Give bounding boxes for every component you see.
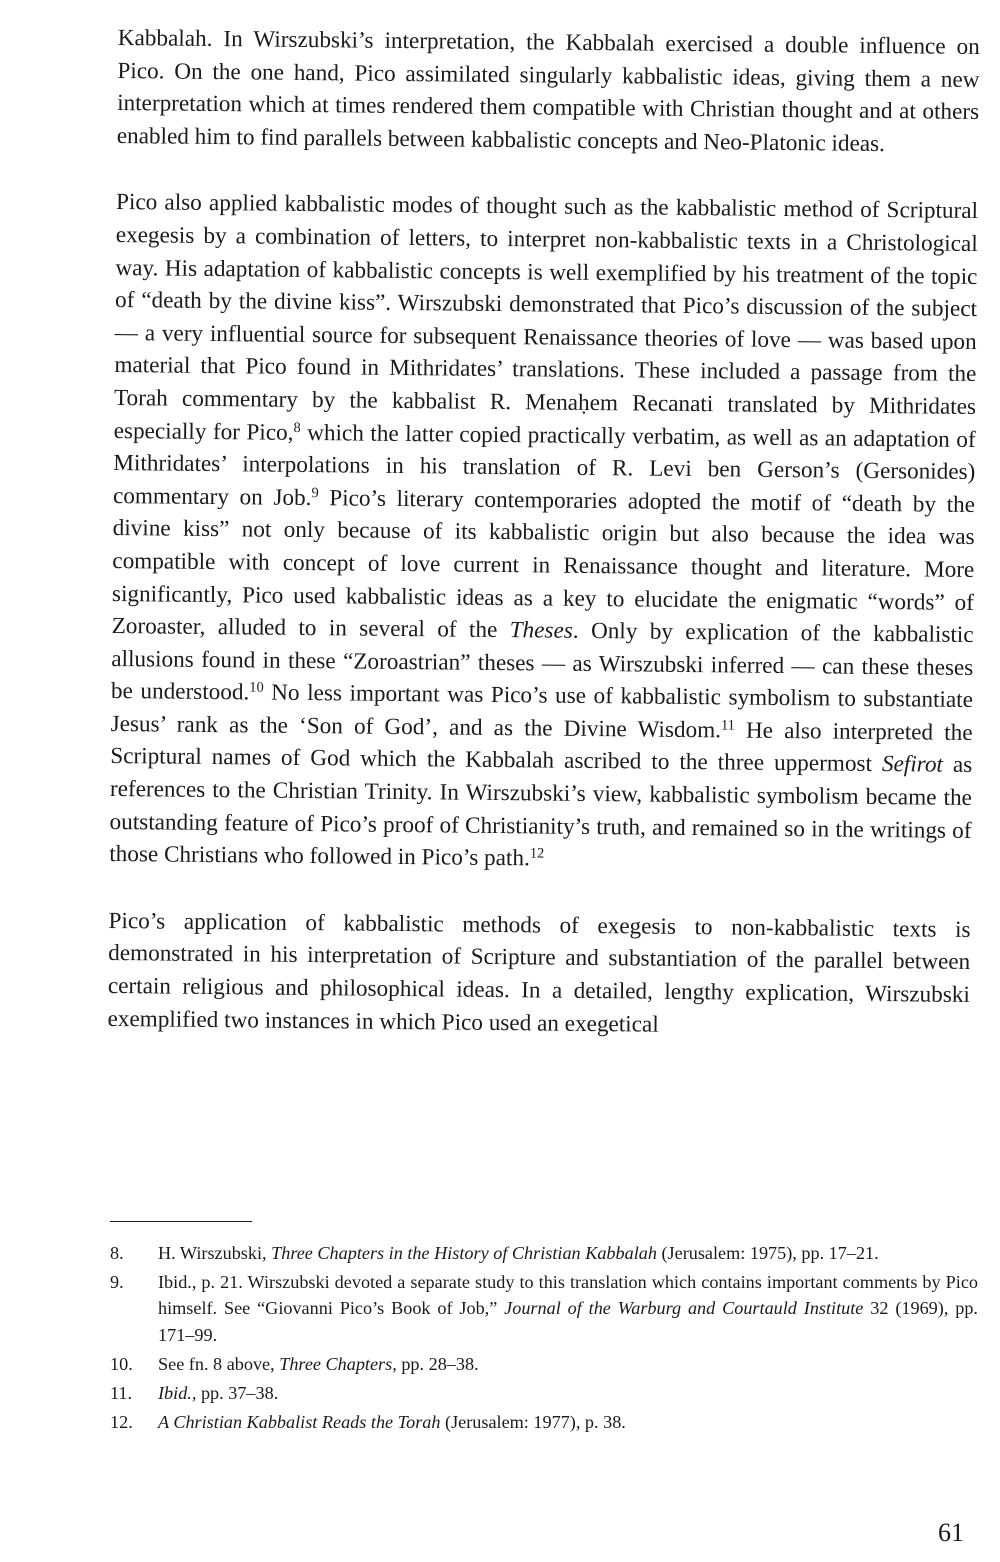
footnote-4 xyxy=(110,1380,978,1406)
footnote-number: 10. xyxy=(110,1353,133,1374)
text-run: H. Wirszubski, xyxy=(158,1243,272,1263)
text-run: (Jerusalem: 1977), p. 38. xyxy=(440,1412,626,1433)
footnote-5 xyxy=(110,1409,978,1435)
paragraph-1 xyxy=(117,22,980,161)
italic-text: Three Chapters, xyxy=(279,1353,397,1374)
text-run: Pico also applied kabbalistic modes of thought such as the kabbalistic method of Scriptural exegesis by a combination of letters, to interpret non-kabbalistic texts in a Christological way. His adaptation of kabbalistic concepts is well exemplified by his treatment of the topic of “death by the divine kiss”. Wirszubski demonstrated that Pico’s discussion of the subject — a very influential source for subsequent Renaissance theories of love — was based upon material that Pico found in Mithridates’ translations. These included a passage from the Torah commentary by the kabbalist R. Menaḥem Recanati translated by Mithridates especially for Pico, xyxy=(113,189,979,446)
footnote-number: 9. xyxy=(110,1272,124,1293)
footnote-number: 11. xyxy=(110,1383,133,1404)
footnotes xyxy=(110,1240,978,1438)
italic-text: Journal of the Warburg and Courtauld Institute xyxy=(504,1298,864,1319)
footnote-text xyxy=(158,1380,978,1406)
italic-text: A Christian Kabbalist Reads the Torah xyxy=(158,1412,441,1433)
footnote-reference: 9 xyxy=(311,484,319,501)
footnote-text xyxy=(158,1351,978,1377)
footnote-reference: 10 xyxy=(249,679,264,696)
text-run: pp. 37–38. xyxy=(196,1383,279,1404)
footnote-number: 12. xyxy=(110,1412,133,1433)
paragraph-2 xyxy=(109,186,978,879)
footnote-reference: 12 xyxy=(529,845,545,862)
footnote-text xyxy=(158,1240,978,1266)
footnote-reference: 8 xyxy=(293,419,301,436)
text-run: (Jerusalem: 1975), pp. 17–21. xyxy=(656,1243,879,1263)
footnote-reference: 11 xyxy=(720,717,735,734)
text-run: He also interpreted the Scriptural names of God which the Kabbalah ascribed to the three uppermost xyxy=(110,717,973,778)
italic-text: Ibid., xyxy=(158,1383,197,1404)
body-text xyxy=(107,22,980,1044)
footnote-3 xyxy=(110,1351,978,1377)
footnote-text xyxy=(158,1269,978,1348)
text-run: which the latter copied practically verbatim, as well as an adaptation of Mithridates’ interpolations in his translation of R. Levi ben Gerson’s (Gersonides) commentary on Job. xyxy=(112,419,976,511)
paragraph-3 xyxy=(107,905,970,1044)
text-run: . Only by explication of the kabbalistic allusions found in these “Zoroastrian” theses — as Wirszubski inferred — can these theses be understood. xyxy=(110,617,974,706)
footnote-number: 8. xyxy=(110,1243,124,1263)
text-run: pp. 28–38. xyxy=(396,1353,479,1374)
italic-text: Theses xyxy=(509,617,573,644)
text-run: Ibid., p. 21. Wirszubski devoted a separate study to this translation which contains important comments by Pico himself. See “Giovanni Pico’s Book of Job,” xyxy=(158,1272,978,1319)
footnote-2 xyxy=(110,1269,978,1348)
footnote-separator-rule xyxy=(110,1221,252,1222)
italic-text: Sefirot xyxy=(881,751,944,779)
italic-text: Three Chapters in the History of Christian Kabbalah xyxy=(271,1243,657,1263)
text-run: Pico’s application of kabbalistic methods of exegesis to non-kabbalistic texts is demonstrated in his interpretation of Scripture and substantiation of the parallel between certain religious and philosophical ideas. In a detailed, lengthy explication, Wirszubski exemplified two instances in which Pico used an exegetical xyxy=(107,907,971,1038)
text-run: No less important was Pico’s use of kabbalistic symbolism to substantiate Jesus’ rank as the ‘Son of God’, and as the Divine Wisdom. xyxy=(110,679,974,744)
text-run: Kabbalah. In Wirszubski’s interpretation, the Kabbalah exercised a double influence on Pico. On the one hand, Pico assimilated singularly kabbalistic ideas, giving them a new interpretation which at times rendered them compatible with Christian thought and at others enabled him to find parallels between kabbalistic concepts and Neo-Platonic ideas. xyxy=(116,24,980,157)
page-number: 61 xyxy=(938,1518,964,1547)
footnote-text xyxy=(158,1409,978,1435)
text-run: 32 (1969), pp. 171–99. xyxy=(158,1298,978,1345)
footnote-1 xyxy=(110,1240,978,1266)
text-run: as references to the Christian Trinity. In Wirszubski’s view, kabbalistic symbolism became the outstanding feature of Pico’s proof of Christianity’s truth, and remained so in the writings of those Christians who followed in Pico’s path. xyxy=(109,752,973,872)
text-run: Pico’s literary contemporaries adopted the motif of “death by the divine kiss” not only because of its kabbalistic origin but also because the idea was compatible with concept of love current in Renaissance thought and literature. More significantly, Pico used kabbalistic ideas as a key to elucidate the enigmatic “words” of Zoroaster, alluded to in several of the xyxy=(111,484,976,644)
text-run: See fn. 8 above, xyxy=(158,1353,280,1374)
